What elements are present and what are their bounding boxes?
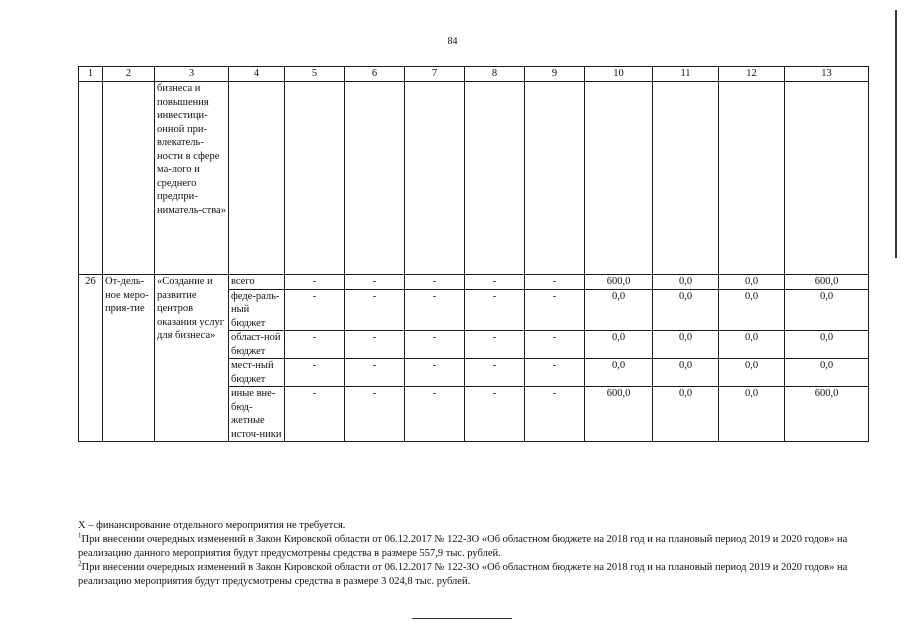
table-cell: - [345, 387, 405, 442]
footnote-marker: 1 [78, 531, 82, 540]
table-cell: 600,0 [785, 275, 869, 290]
table-cell: - [465, 289, 525, 331]
table-cell: - [285, 387, 345, 442]
continuation-row [79, 82, 869, 275]
table-cell: - [405, 331, 465, 359]
table-cell: 0,0 [585, 331, 653, 359]
header-row [79, 67, 869, 82]
footnotes [78, 519, 870, 589]
table-cell: 0,0 [719, 275, 785, 290]
table-cell: - [405, 359, 465, 387]
column-header: 12 [719, 67, 785, 82]
table-cell: - [525, 275, 585, 290]
table-cell: - [285, 359, 345, 387]
table-cell: 0,0 [719, 289, 785, 331]
table-cell: 0,0 [653, 359, 719, 387]
column-header: 10 [585, 67, 653, 82]
column-header: 6 [345, 67, 405, 82]
table-row [79, 275, 869, 290]
table-cell: - [285, 289, 345, 331]
table-cell: - [345, 289, 405, 331]
row-name-cell: «Создание и развитие центров оказания услуг для бизнеса» [155, 275, 229, 442]
column-header: 7 [405, 67, 465, 82]
footnote-text: При внесении очередных изменений в Закон Кировской области от 06.12.2017 № 122-ЗО «Об областном бюджете на 2018 год и на плановый период 2019 и 2020 годов» на реализацию данного мероприятия будут предусмотрены средства в размере 557,9 тыс. рублей. [78, 534, 848, 559]
table-cell: 0,0 [653, 331, 719, 359]
table-cell: 0,0 [653, 289, 719, 331]
table-cell: 600,0 [585, 387, 653, 442]
table-cell: - [285, 331, 345, 359]
table-cell: - [345, 275, 405, 290]
table-cell: - [345, 331, 405, 359]
column-header: 3 [155, 67, 229, 82]
binding-rule [895, 10, 897, 258]
budget-table [78, 66, 869, 442]
footnote-text: При внесении очередных изменений в Закон Кировской области от 06.12.2017 № 122-ЗО «Об областном бюджете на 2018 год и на плановый период 2019 и 2020 годов» на реализацию мероприятия будут предусмотрены средства в размере 3 024,8 тыс. рублей. [78, 562, 848, 587]
table-cell: 0,0 [653, 387, 719, 442]
table-cell: - [465, 387, 525, 442]
table-cell: 0,0 [785, 359, 869, 387]
row-type-cell: От-дель-ное меро-прия-тие [103, 275, 155, 442]
table-cell: - [525, 331, 585, 359]
source-label: иные вне-бюд-жетные источ-ники [229, 387, 285, 442]
table-cell: - [345, 359, 405, 387]
table-cell: - [285, 275, 345, 290]
source-label: област-ной бюджет [229, 331, 285, 359]
table-cell: 0,0 [719, 359, 785, 387]
table-cell: 600,0 [785, 387, 869, 442]
x-note: X – финансирование отдельного мероприятия не требуется. [78, 520, 346, 531]
table-cell: 0,0 [785, 331, 869, 359]
source-label: феде-раль-ный бюджет [229, 289, 285, 331]
column-header: 5 [285, 67, 345, 82]
table-cell: 0,0 [785, 289, 869, 331]
column-header: 2 [103, 67, 155, 82]
row-number-cell: 26 [79, 275, 103, 442]
column-header: 8 [465, 67, 525, 82]
table-cell: - [525, 359, 585, 387]
table-cell: 600,0 [585, 275, 653, 290]
table-cell: - [405, 275, 465, 290]
source-label: мест-ный бюджет [229, 359, 285, 387]
footnote-marker: 2 [78, 559, 82, 568]
continuation-cell: бизнеса и повышения инвестици-онной при-влекатель-ности в сфере ма-лого и среднего предпри-ниматель-ства» [155, 82, 229, 275]
footnote-2 [78, 561, 870, 589]
table-cell: 0,0 [653, 275, 719, 290]
table-cell: - [525, 387, 585, 442]
table-cell: 0,0 [719, 331, 785, 359]
end-rule [412, 618, 512, 619]
column-header: 4 [229, 67, 285, 82]
source-label: всего [229, 275, 285, 290]
table-cell: - [465, 359, 525, 387]
footnote-1 [78, 533, 870, 561]
table-cell: 0,0 [585, 359, 653, 387]
column-header: 13 [785, 67, 869, 82]
table-cell: 0,0 [585, 289, 653, 331]
table-cell: 0,0 [719, 387, 785, 442]
table-cell: - [405, 387, 465, 442]
table-cell: - [525, 289, 585, 331]
column-header: 9 [525, 67, 585, 82]
table-cell: - [465, 275, 525, 290]
page-number: 84 [447, 36, 458, 47]
column-header: 11 [653, 67, 719, 82]
table-cell: - [405, 289, 465, 331]
column-header: 1 [79, 67, 103, 82]
table-cell: - [465, 331, 525, 359]
